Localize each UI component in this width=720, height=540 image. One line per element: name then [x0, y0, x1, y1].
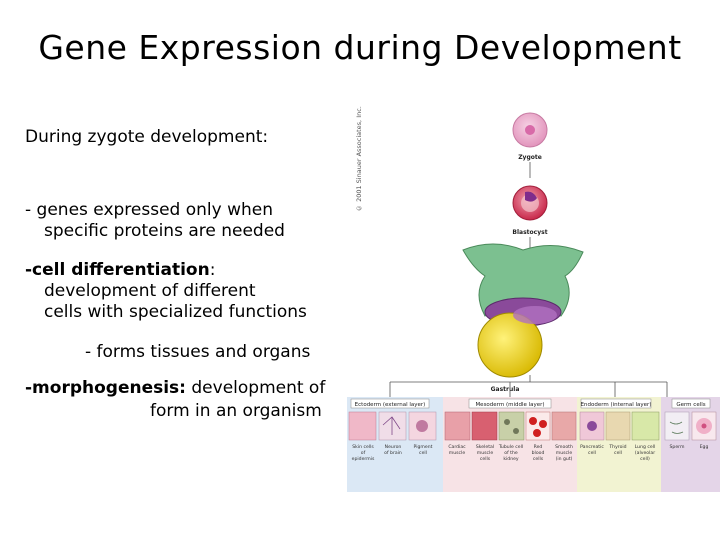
label-blastocyst: Blastocyst: [512, 229, 548, 236]
cell-caption-1-line1: Neuron: [384, 445, 402, 450]
cell-caption-4-line3: cells: [479, 457, 491, 462]
cell-caption-4-line2: muscle: [476, 451, 494, 456]
cell-caption-10-line3: cell): [640, 457, 650, 462]
cell-caption-8-line1: Pancreatic: [580, 445, 604, 450]
cell-caption-10-line1: Lung cell: [634, 445, 656, 450]
bullet-differentiation-line3: cells with specialized functions: [44, 302, 307, 322]
cell-caption-6-line1: Red: [533, 445, 543, 450]
label-ectoderm: Ectoderm (external layer): [354, 402, 426, 408]
cell-caption-7-line1: Smooth: [555, 445, 573, 450]
cell-thyroid-icon: [606, 412, 630, 440]
bullet-differentiation-line1: [25, 260, 215, 281]
cell-caption-2-line2: cell: [419, 451, 427, 456]
cell-caption-8-line2: cell: [588, 451, 596, 456]
cell-caption-7-line2: muscle: [555, 451, 573, 456]
cell-caption-0-line2: of: [360, 451, 366, 456]
cell-caption-6-line3: cells: [532, 457, 544, 462]
gastrula-icon: [463, 244, 583, 377]
label-endoderm: Endoderm (internal layer): [580, 402, 652, 408]
cell-sperm-icon: [665, 412, 689, 440]
zygote-icon: [513, 113, 547, 147]
cell-caption-9-line1: Thyroid: [609, 445, 627, 450]
cell-caption-4-line1: Skeletal: [475, 445, 495, 450]
term-cell-differentiation: -cell differentiation: [25, 260, 210, 280]
cell-lung-icon: [632, 412, 659, 440]
cell-caption-11-line1: Sperm: [669, 445, 685, 450]
cell-skin-icon: [349, 412, 376, 440]
bullet-genes-line1: - genes expressed only when: [25, 200, 274, 220]
cell-caption-5-line3: kidney: [503, 457, 519, 462]
cell-caption-12-line1: Egg: [699, 445, 709, 450]
cell-caption-10-line2: (alveolar: [634, 451, 656, 456]
term-colon: :: [209, 260, 216, 280]
sub-bullet-tissues: - forms tissues and organs: [85, 342, 311, 362]
blastocyst-icon: [513, 186, 547, 220]
cell-skeletal-icon: [472, 412, 497, 440]
cell-cardiac-icon: [445, 412, 470, 440]
development-figure: [345, 100, 720, 495]
term-morphogenesis: -morphogenesis:: [25, 378, 186, 398]
slide-title: Gene Expression during Development: [38, 28, 682, 67]
label-germ-cells: Germ cells: [676, 402, 706, 408]
cell-caption-9-line2: cell: [614, 451, 622, 456]
label-gastrula: Gastrula: [490, 386, 520, 393]
bullet-morphogenesis-line2: form in an organism: [150, 401, 322, 421]
cell-caption-6-line2: blood: [531, 451, 545, 456]
cell-caption-7-line3: (in gut): [555, 457, 573, 462]
cell-caption-1-line2: of brain: [384, 451, 402, 456]
branch-lines: [390, 375, 667, 397]
cell-caption-5-line1: Tubule cell: [498, 445, 524, 450]
morphogenesis-rest: development of: [185, 378, 326, 398]
bullet-genes-line2: specific proteins are needed: [44, 221, 285, 241]
cell-caption-0-line3: epidermis: [351, 457, 375, 462]
cell-caption-0-line1: Skin cells: [352, 445, 374, 450]
label-mesoderm: Mesoderm (middle layer): [475, 402, 545, 408]
cell-caption-2-line1: Pigment: [413, 445, 433, 450]
bullet-morphogenesis-line1: [25, 378, 325, 399]
cell-neuron-icon: [379, 412, 406, 440]
cell-caption-3-line2: muscle: [448, 451, 466, 456]
intro-text: During zygote development:: [25, 127, 269, 147]
label-zygote: Zygote: [518, 154, 542, 161]
figure-credit: © 2001 Sinauer Associates, Inc.: [355, 106, 363, 212]
cell-caption-5-line2: of the: [504, 451, 518, 456]
cell-smooth-muscle-icon: [552, 412, 576, 440]
bullet-differentiation-line2: development of different: [44, 281, 256, 301]
cell-caption-3-line1: Cardiac: [448, 445, 466, 450]
cell-tubule-icon: [499, 412, 524, 440]
